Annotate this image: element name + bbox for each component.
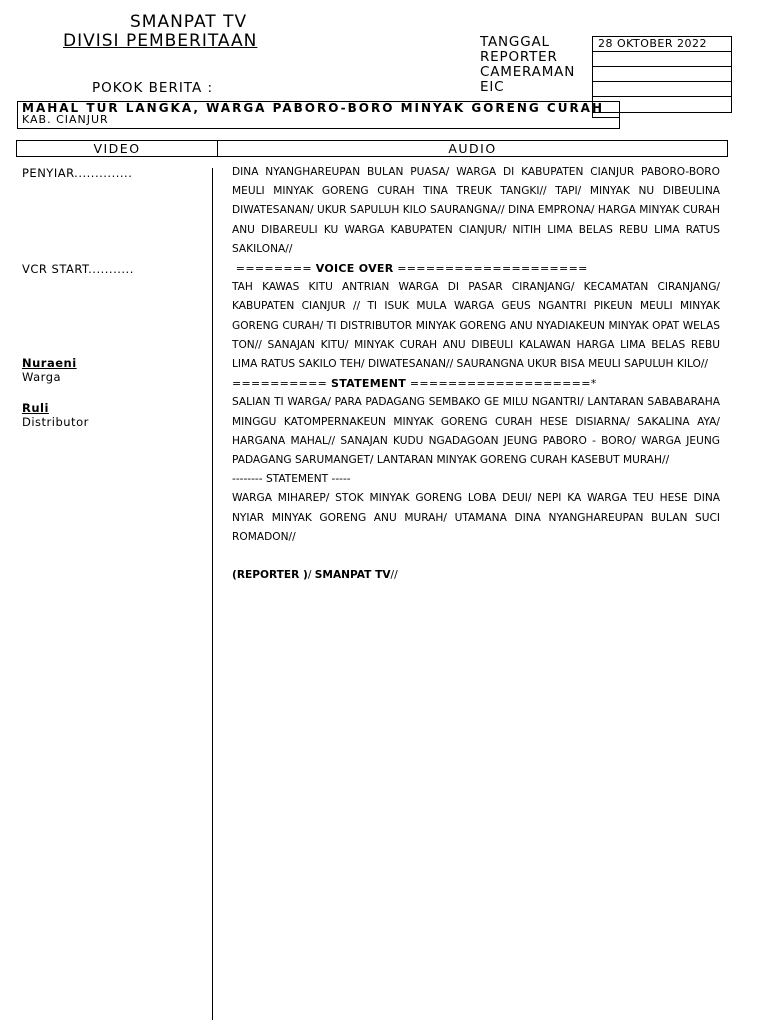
- video-penyiar: PENYIAR..............: [22, 166, 133, 180]
- video-column-header: VIDEO: [17, 141, 218, 156]
- meta-label-cameraman: CAMERAMAN: [480, 64, 576, 80]
- meta-value-eic: [593, 82, 731, 97]
- voice-over-marker: [232, 259, 720, 278]
- vo-post: ====================: [397, 262, 588, 276]
- meta-value-reporter: [593, 52, 731, 67]
- source-1-role: Warga: [22, 370, 62, 384]
- closing-reporter: (REPORTER ): [232, 569, 308, 582]
- audio-paragraph-2: TAH KAWAS KITU ANTRIAN WARGA DI PASAR CIRANJANG/ KECAMATAN CIRANJANG/ KABUPATEN CIANJUR // TI ISUK MULA WARGA GEUS NGANTRI PIKEUN MEULI MINYAK GORENG CURAH/ TI DISTRIBUTOR MINYAK GORENG ANU NYADIAKEUN MINYAK OPAT WELAS TON// SANAJAN KITU/ MINYAK CURAH ANU DIBEULI KALAWAN HARGA LIMA BELAS REBU LIMA RATUS SAKILO TEH/ DIWATESANAN// SAURANGNA UKUR BISA MEULI SAPULUH KILO//: [232, 281, 720, 371]
- column-divider: [212, 168, 213, 1020]
- meta-value-tanggal: 28 OKTOBER 2022: [593, 37, 731, 52]
- closing-end: //: [390, 569, 398, 582]
- st-pre: ==========: [232, 377, 328, 391]
- video-source-2: [22, 401, 89, 429]
- audio-script: [232, 163, 720, 585]
- st-label: STATEMENT: [330, 377, 407, 391]
- headline-box: [17, 101, 620, 129]
- statement-marker-2: -------- STATEMENT -----: [232, 473, 351, 486]
- vo-label: VOICE OVER: [315, 262, 394, 276]
- audio-paragraph-1: DINA NYANGHAREUPAN BULAN PUASA/ WARGA DI KABUPATEN CIANJUR PABORO-BORO MEULI MINYAK GORENG CURAH TINA TREUK TANGKI// TAPI/ MINYAK NU DIBEULINA DIWATESANAN/ UKUR SAPULUH KILO SAURANGNA// DINA EMPRONA/ HARGA MINYAK CURAH ANU DIBAREULI KU WARGA KABUPATEN CIANJUR/ NITIH LIMA BELAS REBU LIMA RATUS SAKILONA//: [232, 166, 720, 255]
- meta-label-eic: EIC: [480, 79, 505, 95]
- st-post: ===================*: [409, 377, 597, 391]
- meta-label-reporter: REPORTER: [480, 49, 558, 65]
- headline-side-box: [592, 101, 620, 118]
- statement-marker: [232, 374, 720, 393]
- vo-pre: ========: [235, 262, 312, 276]
- station-name: SMANPAT TV: [130, 12, 248, 32]
- audio-paragraph-3: SALIAN TI WARGA/ PARA PADAGANG SEMBAKO GE MILU NGANTRI/ LANTARAN SABABARAHA MINGGU KATOMPERNAKEUN MINYAK GORENG CURAH HESE DISIARNA/ SAKALINA AYA/ HARGANA MAHAL// SANAJAN KUDU NGADAGOAN JEUNG PABORO - BORO/ WARGA JEUNG PADAGANG SARUMANGET/ LANTARAN MINYAK GORENG CURAH KASEBUT MURAH//: [232, 396, 720, 467]
- meta-value-cameraman: [593, 67, 731, 82]
- pokok-berita-label: POKOK BERITA :: [92, 80, 214, 96]
- closing-line: [232, 566, 720, 585]
- closing-sep: /: [307, 569, 315, 582]
- video-vcr-start: VCR START...........: [22, 262, 134, 276]
- meta-label-tanggal: TANGGAL: [480, 34, 550, 50]
- audio-paragraph-4: WARGA MIHAREP/ STOK MINYAK GORENG LOBA DEUI/ NEPI KA WARGA TEU HESE DINA NYIAR MINYAK GORENG ANU MURAH/ UTAMANA DINA NYANGHAREUPAN BULAN SUCI ROMADON//: [232, 492, 720, 543]
- columns-header: [16, 140, 728, 157]
- division-title: DIVISI PEMBERITAAN: [63, 31, 258, 51]
- source-2-name: Ruli: [22, 401, 49, 415]
- source-2-role: Distributor: [22, 415, 89, 429]
- meta-labels: [480, 35, 575, 95]
- headline-title: MAHAL TUR LANGKA, WARGA PABORO-BORO MINYAK GORENG CURAH: [22, 101, 605, 115]
- video-source-1: [22, 356, 77, 384]
- closing-station: SMANPAT TV: [314, 569, 391, 582]
- headline-location: KAB. CIANJUR: [22, 113, 109, 126]
- source-1-name: Nuraeni: [22, 356, 77, 370]
- audio-column-header: AUDIO: [448, 141, 497, 156]
